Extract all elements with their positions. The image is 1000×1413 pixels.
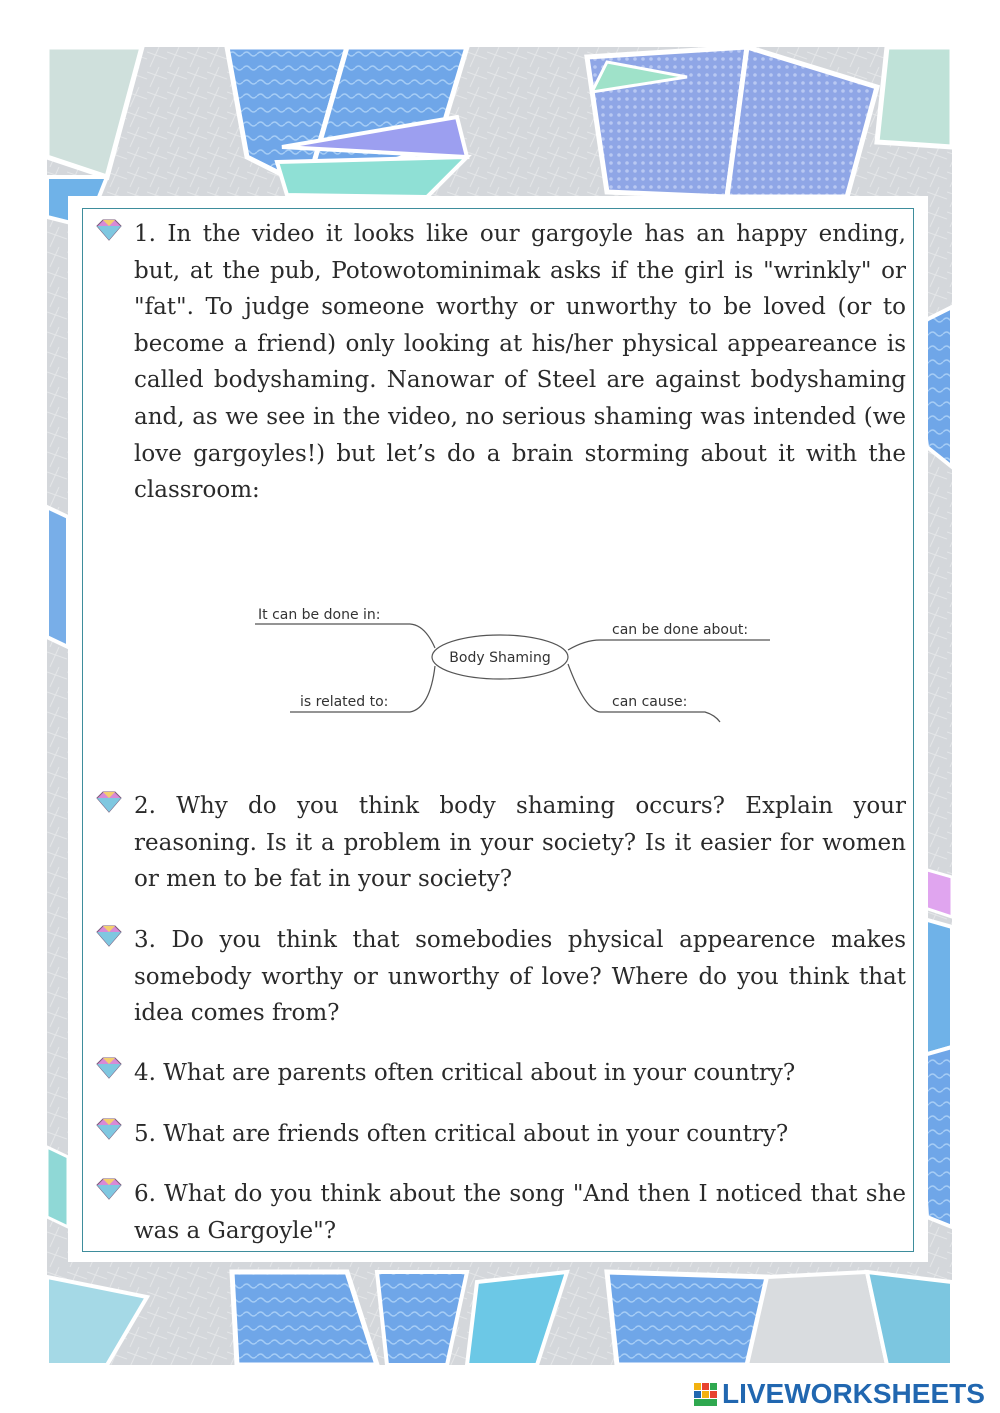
question-3: 3. Do you think that somebodies physical appearence makes somebody worthy or unworthy of love? Where do you think that idea comes from? — [134, 927, 906, 1027]
mind-map-bottom-left-label: is related to: — [300, 694, 389, 710]
liveworksheets-logo-icon — [694, 1383, 718, 1407]
liveworksheets-footer[interactable] — [694, 1377, 994, 1411]
gem-icon — [94, 1177, 124, 1201]
mind-map-top-left-label: It can be done in: — [258, 607, 381, 623]
gem-icon — [94, 1117, 124, 1141]
question-1: 1. In the video it looks like our gargoyle has an happy ending, but, at the pub, Potowotominimak asks if the girl is "wrinkly" or "fat". To judge someone worthy or unworthy to be loved (or to become a friend) only looking at his/her physical appeareance is called bodyshaming. Nanowar of Steel are against bodyshaming and, as we see in the video, no serious shaming was intended (we love gargoyles!) but let’s do a brain storming about it with the classroom: — [134, 221, 906, 504]
question-6: 6. What do you think about the song "And then I noticed that she was a Gargoyle"? — [134, 1181, 906, 1244]
mind-map-top-right-label: can be done about: — [612, 622, 749, 638]
gem-icon — [94, 1056, 124, 1080]
mind-map-bottom-right-label: can cause: — [612, 694, 688, 710]
gem-icon — [94, 218, 124, 242]
mind-map-center-label: Body Shaming — [449, 650, 551, 666]
liveworksheets-brand: LIVEWORKSHEETS — [722, 1378, 985, 1409]
gem-icon — [94, 924, 124, 948]
gem-icon — [94, 790, 124, 814]
mind-map — [250, 600, 790, 730]
question-2: 2. Why do you think body shaming occurs? Explain your reasoning. Is it a problem in your society? Is it easier for women or men to be fat in your society? — [134, 793, 906, 893]
question-5: 5. What are friends often critical about in your country? — [134, 1121, 789, 1147]
question-4: 4. What are parents often critical about in your country? — [134, 1060, 796, 1086]
